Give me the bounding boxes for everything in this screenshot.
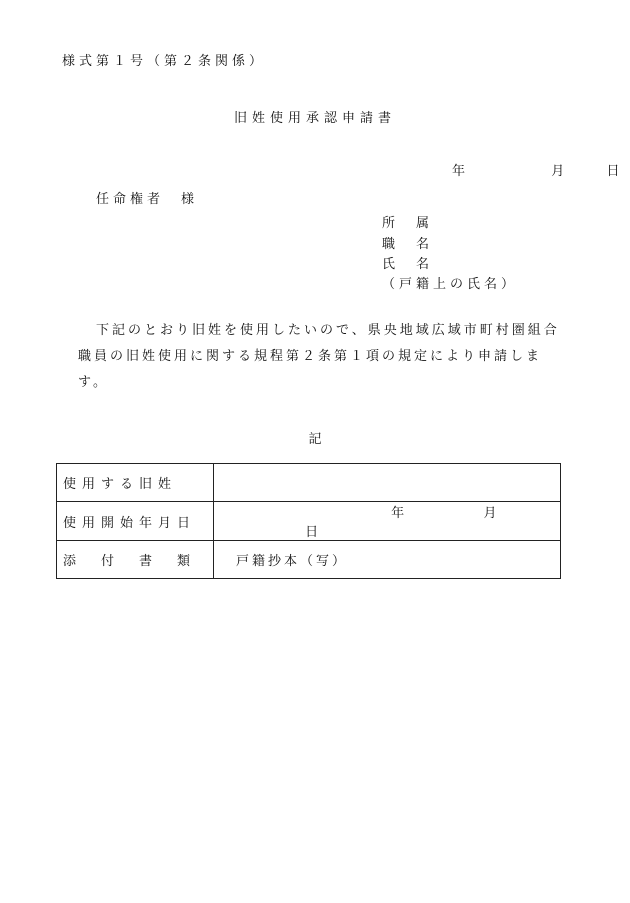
date-line (452, 160, 619, 179)
applicant-position: 職 名 (382, 237, 434, 252)
body-text: 下記のとおり旧姓を使用したいので、県央地域広域市町村圏組合職員の旧姓使用に関する規程第２条第１項の規定により申請します。 (78, 323, 560, 390)
row-value-start-date (214, 502, 561, 541)
ki-heading: 記 (308, 432, 322, 447)
start-date-day: 日 (305, 525, 322, 540)
start-date-month: 月 (483, 506, 500, 521)
date-year: 年 (452, 164, 466, 179)
detail-table (56, 463, 561, 579)
document-title: 旧姓使用承認申請書 (233, 111, 396, 126)
row-label-attachments: 添 付 書 類 (57, 541, 214, 579)
date-month: 月 (551, 164, 565, 179)
applicant-name-note: （戸籍上の氏名） (382, 277, 519, 292)
form-number: 様式第１号（第２条関係） (62, 54, 267, 69)
applicant-affiliation: 所 属 (382, 216, 434, 231)
addressee: 任命権者 様 (96, 192, 199, 207)
start-date-year: 年 (391, 506, 408, 521)
applicant-name: 氏 名 (382, 257, 434, 272)
date-day: 日 (606, 164, 620, 179)
table-row (57, 541, 561, 579)
table-row (57, 502, 561, 541)
row-value-former-surname (214, 464, 561, 502)
row-value-attachments: 戸籍抄本（写） (214, 541, 561, 579)
row-label-former-surname: 使用する旧姓 (57, 464, 214, 502)
row-label-start-date: 使用開始年月日 (57, 502, 214, 541)
table-row (57, 464, 561, 502)
